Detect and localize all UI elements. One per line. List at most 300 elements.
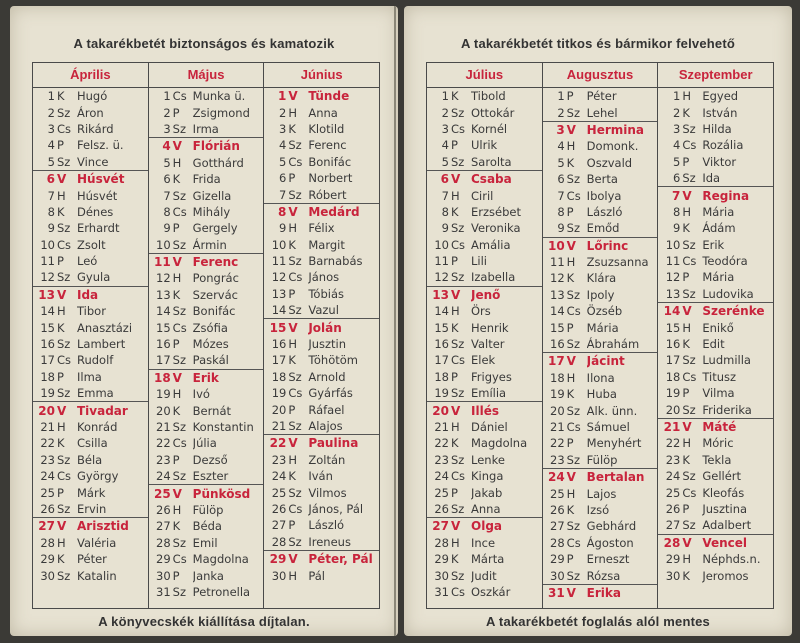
day-number: 28 <box>271 534 287 549</box>
day-of-week: Sz <box>451 105 465 120</box>
day-row <box>264 501 379 517</box>
name-day: Berta <box>586 172 618 187</box>
day-of-week: V <box>566 470 576 485</box>
day-number: 4 <box>673 138 681 153</box>
day-number: 16 <box>665 337 681 352</box>
day-of-week: P <box>172 452 180 467</box>
day-row <box>264 567 379 583</box>
day-number: 22 <box>665 436 681 451</box>
name-day: Hermina <box>586 122 645 137</box>
day-of-week: P <box>566 436 574 451</box>
day-of-week: K <box>682 337 690 352</box>
day-row <box>264 369 379 385</box>
day-row <box>264 186 379 202</box>
month-title: Augusztus <box>543 63 658 88</box>
day-number: 19 <box>156 387 171 402</box>
day-row <box>658 468 773 484</box>
day-of-week: Cs <box>57 237 72 252</box>
day-number: 15 <box>550 320 565 335</box>
day-number: 25 <box>40 485 55 500</box>
day-of-week: Sz <box>566 221 581 236</box>
day-number: 7 <box>163 188 171 203</box>
day-of-week: V <box>288 436 298 451</box>
day-row <box>149 220 264 236</box>
name-day: Izabella <box>471 270 516 285</box>
day-of-week: Sz <box>288 485 302 500</box>
name-day: Valéria <box>77 535 117 550</box>
name-day: Friderika <box>702 402 752 417</box>
day-number: 28 <box>434 535 449 550</box>
day-row <box>427 137 542 153</box>
day-of-week: Cs <box>451 353 466 368</box>
day-number: 16 <box>156 337 171 352</box>
day-of-week: P <box>172 568 180 583</box>
day-of-week: Cs <box>451 121 466 136</box>
day-of-week: Sz <box>682 402 696 417</box>
day-of-week: K <box>172 519 181 534</box>
day-number: 11 <box>665 254 681 269</box>
day-number: 9 <box>279 221 287 236</box>
day-of-week: K <box>288 353 296 368</box>
day-row <box>543 104 658 120</box>
name-day: Erik <box>702 237 725 252</box>
name-day: Oszkár <box>471 584 511 599</box>
name-day: Mihály <box>192 204 231 219</box>
day-of-week: H <box>682 320 691 335</box>
name-day: Frida <box>192 172 221 187</box>
day-row <box>427 584 542 600</box>
day-of-week: Sz <box>57 501 71 516</box>
day-row <box>427 484 542 500</box>
day-row <box>658 104 773 120</box>
name-day: Hugó <box>77 89 108 104</box>
name-day: Judit <box>471 568 497 583</box>
name-day: Mózes <box>192 337 229 352</box>
name-day: Júlia <box>192 436 217 451</box>
day-of-week: Sz <box>57 452 71 467</box>
day-of-week: Sz <box>172 535 187 550</box>
day-row <box>264 468 379 484</box>
day-number: 24 <box>156 469 171 484</box>
day-of-week: H <box>682 436 691 451</box>
day-number: 14 <box>663 304 681 319</box>
name-day: Adalbert <box>702 518 752 533</box>
name-day: Csilla <box>77 436 108 451</box>
day-of-week: H <box>288 452 297 467</box>
name-day: Szerénke <box>702 304 765 319</box>
day-row <box>658 286 773 302</box>
name-day: Szervác <box>192 287 238 302</box>
day-row <box>658 517 773 533</box>
day-number: 26 <box>156 502 171 517</box>
day-number: 4 <box>47 138 55 153</box>
day-row <box>543 468 658 485</box>
day-number: 8 <box>673 204 681 219</box>
name-day: Leó <box>77 254 98 269</box>
day-number: 9 <box>557 221 565 236</box>
day-number: 8 <box>163 204 171 219</box>
day-number: 17 <box>40 353 55 368</box>
name-day: Móric <box>702 436 734 451</box>
day-of-week: Sz <box>172 469 187 484</box>
day-of-week: K <box>566 502 575 517</box>
day-number: 13 <box>665 286 681 301</box>
calendar-booklet <box>10 6 792 638</box>
name-day: Márk <box>77 485 106 500</box>
day-row <box>33 336 148 352</box>
name-day: Vilma <box>702 386 735 401</box>
name-day: Ottokár <box>471 105 515 120</box>
name-day: Emma <box>77 386 114 401</box>
day-number: 3 <box>556 122 565 137</box>
day-row <box>33 501 148 517</box>
day-row <box>427 419 542 435</box>
day-row <box>543 237 658 254</box>
day-number: 22 <box>156 436 171 451</box>
day-row <box>33 187 148 203</box>
day-number: 4 <box>279 138 287 153</box>
day-row <box>543 270 658 286</box>
day-row <box>658 154 773 170</box>
day-of-week: H <box>566 486 576 501</box>
name-day: Ármin <box>192 237 227 252</box>
name-day: Sarolta <box>471 154 512 169</box>
name-day: Bernát <box>192 403 232 418</box>
day-row <box>543 370 658 386</box>
name-day: Lehel <box>586 105 618 120</box>
day-number: 3 <box>163 121 171 136</box>
name-day: Anna <box>308 105 338 120</box>
month-column <box>427 63 543 608</box>
day-row <box>658 204 773 220</box>
day-row <box>658 88 773 104</box>
month-title: Május <box>149 63 264 88</box>
name-day: Flórián <box>192 139 240 154</box>
name-day: Ferenc <box>308 138 347 153</box>
day-of-week: Sz <box>451 221 465 236</box>
day-number: 15 <box>665 320 681 335</box>
day-row <box>658 551 773 567</box>
name-day: Jusztina <box>702 501 748 516</box>
day-row <box>264 484 379 500</box>
day-of-week: K <box>172 403 181 418</box>
day-number: 14 <box>434 304 449 319</box>
day-number: 23 <box>271 452 287 467</box>
name-day: Jusztin <box>308 337 347 352</box>
day-row <box>543 419 658 435</box>
day-number: 12 <box>550 271 565 286</box>
day-number: 26 <box>271 501 287 516</box>
day-row <box>149 303 264 319</box>
day-of-week: Sz <box>682 171 696 186</box>
name-day: Jeromos <box>702 568 749 583</box>
day-of-week: P <box>566 204 574 219</box>
day-of-week: Sz <box>682 353 696 368</box>
day-row <box>427 336 542 352</box>
day-of-week: Cs <box>566 535 581 550</box>
name-day: Ciril <box>471 188 494 203</box>
name-day: Gotthárd <box>192 155 244 170</box>
day-row <box>543 138 658 154</box>
day-of-week: V <box>172 139 182 154</box>
day-of-week: H <box>682 89 691 104</box>
day-of-week: P <box>288 286 296 301</box>
name-day: Gyula <box>77 270 111 285</box>
name-day: Ráfael <box>308 402 345 417</box>
day-of-week: Sz <box>172 584 187 599</box>
day-number: 29 <box>434 552 449 567</box>
day-of-week: P <box>682 386 690 401</box>
day-number: 7 <box>671 188 681 203</box>
day-row <box>149 336 264 352</box>
day-of-week: V <box>566 238 576 253</box>
name-day: Áron <box>77 105 104 120</box>
name-day: Ervin <box>77 501 107 516</box>
day-of-week: V <box>288 320 298 335</box>
day-number: 16 <box>40 337 55 352</box>
day-of-week: P <box>57 485 64 500</box>
day-number: 27 <box>550 519 565 534</box>
name-day: Ábrahám <box>586 337 640 352</box>
day-of-week: K <box>57 552 65 567</box>
day-of-week: Cs <box>172 320 187 335</box>
day-number: 5 <box>557 155 565 170</box>
day-of-week: Sz <box>288 303 302 318</box>
name-day: Béla <box>77 452 103 467</box>
day-of-week: Cs <box>172 552 187 567</box>
day-of-week: Cs <box>288 154 303 169</box>
day-number: 4 <box>441 138 449 153</box>
day-row <box>543 254 658 270</box>
day-row <box>149 567 264 583</box>
left-headline-bottom: A könyvecskék kiállítása díjtalan. <box>98 614 310 629</box>
name-day: Jenő <box>471 287 501 302</box>
day-of-week: V <box>451 403 461 418</box>
day-row <box>264 286 379 302</box>
day-number: 3 <box>441 121 449 136</box>
day-row <box>264 534 379 550</box>
day-number: 12 <box>434 270 449 285</box>
month-title: Szeptember <box>658 63 773 88</box>
day-of-week: Sz <box>451 501 465 516</box>
day-number: 6 <box>440 172 449 187</box>
day-number: 2 <box>441 105 449 120</box>
day-row <box>264 154 379 170</box>
day-row <box>149 137 264 154</box>
day-number: 23 <box>434 452 449 467</box>
day-row <box>543 303 658 319</box>
name-day: Arisztid <box>77 519 129 534</box>
day-number: 26 <box>40 501 55 516</box>
day-of-week: Sz <box>288 187 302 202</box>
name-day: István <box>702 105 738 120</box>
day-row <box>427 237 542 253</box>
right-page <box>404 6 792 636</box>
name-day: Zsófia <box>192 320 228 335</box>
day-number: 24 <box>547 470 565 485</box>
day-row <box>658 269 773 285</box>
name-day: Egyed <box>702 89 739 104</box>
day-of-week: Cs <box>682 138 697 153</box>
day-of-week: V <box>682 535 692 550</box>
day-of-week: V <box>451 172 461 187</box>
day-of-week: Cs <box>682 369 697 384</box>
name-day: Ivó <box>192 387 210 402</box>
day-row <box>149 88 264 104</box>
day-row <box>658 186 773 203</box>
day-row <box>543 187 658 203</box>
day-of-week: K <box>451 204 459 219</box>
name-day: Margit <box>308 237 345 252</box>
day-row <box>149 518 264 534</box>
day-of-week: H <box>451 535 460 550</box>
day-of-week: P <box>57 254 64 269</box>
name-day: Bonifác <box>192 304 236 319</box>
day-of-week: K <box>288 469 296 484</box>
day-number: 20 <box>665 402 681 417</box>
booklet-spine <box>394 6 396 636</box>
name-day: Ludovika <box>702 286 754 301</box>
name-day: Lajos <box>586 486 617 501</box>
day-row <box>427 352 542 368</box>
day-row <box>427 401 542 418</box>
day-row <box>264 253 379 269</box>
day-of-week: H <box>451 304 460 319</box>
day-number: 30 <box>434 568 449 583</box>
day-number: 26 <box>550 502 565 517</box>
day-number: 30 <box>665 568 681 583</box>
day-row <box>427 170 542 187</box>
day-of-week: Sz <box>566 337 581 352</box>
day-row <box>33 154 148 170</box>
day-of-week: H <box>682 552 691 567</box>
day-row <box>264 517 379 533</box>
day-row <box>427 369 542 385</box>
day-number: 13 <box>550 287 565 302</box>
day-row <box>543 121 658 138</box>
day-row <box>427 535 542 551</box>
name-day: Hilda <box>702 121 732 136</box>
day-number: 18 <box>665 369 681 384</box>
day-row <box>149 551 264 567</box>
name-day: Ilona <box>586 370 615 385</box>
name-day: Tünde <box>308 89 350 104</box>
name-day: Teodóra <box>702 254 748 269</box>
day-number: 1 <box>557 89 565 104</box>
name-day: Rozália <box>702 138 744 153</box>
day-number: 26 <box>434 501 449 516</box>
day-of-week: K <box>451 320 459 335</box>
month-column <box>658 63 773 608</box>
day-row <box>264 336 379 352</box>
day-number: 5 <box>673 154 681 169</box>
day-number: 29 <box>665 552 681 567</box>
name-day: Dániel <box>471 420 508 434</box>
name-day: Olga <box>471 519 503 534</box>
name-day: Bertalan <box>586 470 645 485</box>
day-row <box>543 485 658 501</box>
name-day: Gyárfás <box>308 386 353 401</box>
day-row <box>543 220 658 236</box>
day-number: 20 <box>271 402 287 417</box>
day-of-week: P <box>566 320 574 335</box>
name-day: János, Pál <box>308 501 364 516</box>
day-of-week: P <box>288 402 296 417</box>
name-day: Jolán <box>308 320 342 335</box>
day-number: 7 <box>557 188 565 203</box>
name-day: Vince <box>77 154 109 169</box>
month-title: Június <box>264 63 379 88</box>
month-column <box>33 63 149 608</box>
name-day: Lőrinc <box>586 238 629 253</box>
day-number: 27 <box>38 519 55 534</box>
day-number: 9 <box>441 221 449 236</box>
day-row <box>33 237 148 253</box>
day-number: 23 <box>550 452 565 467</box>
day-row <box>33 220 148 236</box>
name-day: Norbert <box>308 171 353 186</box>
day-number: 11 <box>434 254 449 269</box>
day-of-week: H <box>288 337 297 352</box>
day-row <box>658 418 773 435</box>
name-day: Ferenc <box>192 255 239 270</box>
name-day: Illés <box>471 403 499 418</box>
day-row <box>427 121 542 137</box>
day-row <box>149 452 264 468</box>
day-number: 5 <box>279 154 287 169</box>
name-day: Péter <box>586 89 617 104</box>
day-row <box>543 319 658 335</box>
name-day: János <box>308 270 340 285</box>
name-day: Paulina <box>308 436 359 451</box>
day-of-week: Sz <box>57 568 71 583</box>
day-of-week: Cs <box>172 89 187 104</box>
name-day: Gellért <box>702 469 742 484</box>
day-row <box>149 502 264 518</box>
day-row <box>543 88 658 104</box>
day-row <box>33 468 148 484</box>
day-row <box>427 204 542 220</box>
day-number: 22 <box>269 436 287 451</box>
day-of-week: Sz <box>57 337 71 352</box>
day-number: 20 <box>432 403 449 418</box>
day-row <box>658 137 773 153</box>
day-of-week: P <box>57 138 64 153</box>
day-of-week: Sz <box>288 419 302 433</box>
name-day: Ulrik <box>471 138 498 153</box>
day-row <box>658 534 773 551</box>
day-of-week: P <box>288 518 296 533</box>
day-number: 10 <box>434 237 449 252</box>
day-of-week: K <box>288 121 296 136</box>
day-row <box>543 287 658 303</box>
day-number: 6 <box>557 172 565 187</box>
day-row <box>149 484 264 501</box>
day-row <box>33 303 148 319</box>
day-number: 8 <box>47 204 55 219</box>
day-number: 30 <box>550 568 565 583</box>
day-number: 16 <box>550 337 565 352</box>
day-row <box>264 137 379 153</box>
name-day: Ludmilla <box>702 353 751 368</box>
name-day: Arnold <box>308 369 346 384</box>
name-day: Rudolf <box>77 353 114 368</box>
day-number: 28 <box>40 535 55 550</box>
day-of-week: Cs <box>172 204 187 219</box>
day-number: 5 <box>47 154 55 169</box>
day-row <box>658 369 773 385</box>
name-day: György <box>77 469 119 484</box>
